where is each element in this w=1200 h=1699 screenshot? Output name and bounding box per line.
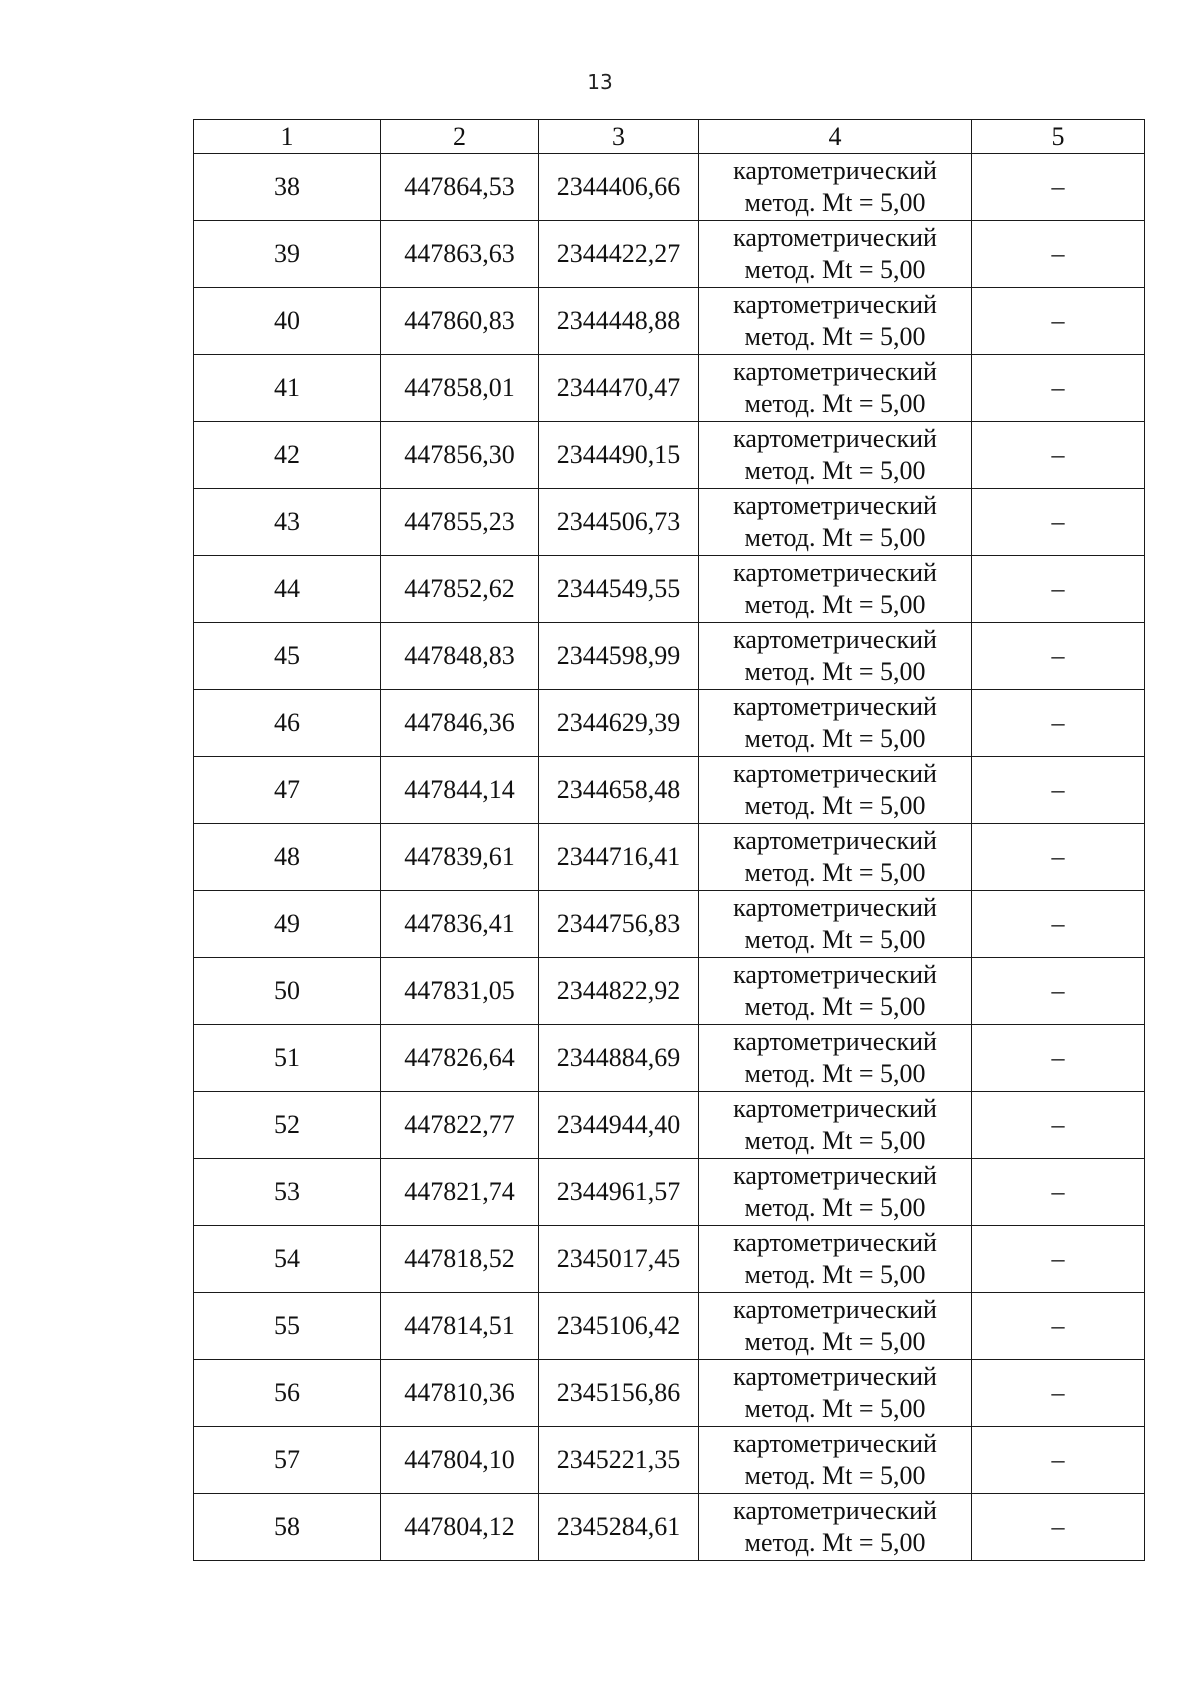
column-5-cell: – — [972, 489, 1145, 556]
point-number-cell: 54 — [194, 1226, 381, 1293]
point-number-cell: 46 — [194, 690, 381, 757]
method-accuracy: метод. Mt = 5,00 — [744, 925, 926, 954]
point-number-cell: 49 — [194, 891, 381, 958]
column-5-cell: – — [972, 1427, 1145, 1494]
method-accuracy: метод. Mt = 5,00 — [744, 1461, 926, 1490]
method-name: картометрический — [733, 1496, 937, 1525]
method-cell — [699, 1226, 972, 1293]
table-header — [194, 120, 1145, 154]
point-number-cell: 50 — [194, 958, 381, 1025]
y-coordinate-cell: 2345221,35 — [539, 1427, 699, 1494]
header-row — [194, 120, 1145, 154]
x-coordinate-cell: 447836,41 — [381, 891, 539, 958]
column-header-1: 1 — [194, 120, 381, 154]
method-accuracy: метод. Mt = 5,00 — [744, 1327, 926, 1356]
x-coordinate-cell: 447864,53 — [381, 154, 539, 221]
method-cell — [699, 1427, 972, 1494]
method-accuracy: метод. Mt = 5,00 — [744, 523, 926, 552]
point-number-cell: 44 — [194, 556, 381, 623]
x-coordinate-cell: 447858,01 — [381, 355, 539, 422]
y-coordinate-cell: 2344716,41 — [539, 824, 699, 891]
column-5-cell: – — [972, 221, 1145, 288]
method-accuracy: метод. Mt = 5,00 — [744, 1260, 926, 1289]
x-coordinate-cell: 447848,83 — [381, 623, 539, 690]
method-name: картометрический — [733, 692, 937, 721]
method-name: картометрический — [733, 1027, 937, 1056]
method-cell — [699, 757, 972, 824]
y-coordinate-cell: 2344549,55 — [539, 556, 699, 623]
y-coordinate-cell: 2344598,99 — [539, 623, 699, 690]
x-coordinate-cell: 447846,36 — [381, 690, 539, 757]
method-accuracy: метод. Mt = 5,00 — [744, 1394, 926, 1423]
column-5-cell: – — [972, 1360, 1145, 1427]
column-5-cell: – — [972, 690, 1145, 757]
method-cell — [699, 221, 972, 288]
x-coordinate-cell: 447804,10 — [381, 1427, 539, 1494]
point-number-cell: 43 — [194, 489, 381, 556]
point-number-cell: 38 — [194, 154, 381, 221]
column-header-3: 3 — [539, 120, 699, 154]
method-name: картометрический — [733, 290, 937, 319]
table-row — [194, 690, 1145, 757]
method-accuracy: метод. Mt = 5,00 — [744, 188, 926, 217]
table-body — [194, 154, 1145, 1561]
table-row — [194, 958, 1145, 1025]
x-coordinate-cell: 447855,23 — [381, 489, 539, 556]
method-name: картометрический — [733, 893, 937, 922]
method-cell — [699, 355, 972, 422]
method-cell — [699, 824, 972, 891]
y-coordinate-cell: 2344406,66 — [539, 154, 699, 221]
method-name: картометрический — [733, 826, 937, 855]
method-accuracy: метод. Mt = 5,00 — [744, 724, 926, 753]
y-coordinate-cell: 2344470,47 — [539, 355, 699, 422]
x-coordinate-cell: 447852,62 — [381, 556, 539, 623]
point-number-cell: 51 — [194, 1025, 381, 1092]
column-5-cell: – — [972, 757, 1145, 824]
x-coordinate-cell: 447810,36 — [381, 1360, 539, 1427]
column-header-2: 2 — [381, 120, 539, 154]
method-accuracy: метод. Mt = 5,00 — [744, 590, 926, 619]
point-number-cell: 53 — [194, 1159, 381, 1226]
x-coordinate-cell: 447863,63 — [381, 221, 539, 288]
method-accuracy: метод. Mt = 5,00 — [744, 992, 926, 1021]
x-coordinate-cell: 447844,14 — [381, 757, 539, 824]
table-row — [194, 1360, 1145, 1427]
column-5-cell: – — [972, 1159, 1145, 1226]
method-name: картометрический — [733, 491, 937, 520]
method-name: картометрический — [733, 960, 937, 989]
y-coordinate-cell: 2344884,69 — [539, 1025, 699, 1092]
method-cell — [699, 623, 972, 690]
method-name: картометрический — [733, 357, 937, 386]
method-accuracy: метод. Mt = 5,00 — [744, 1059, 926, 1088]
column-5-cell: – — [972, 824, 1145, 891]
coordinates-table — [193, 119, 1145, 1561]
method-accuracy: метод. Mt = 5,00 — [744, 657, 926, 686]
method-name: картометрический — [733, 1228, 937, 1257]
method-name: картометрический — [733, 1161, 937, 1190]
column-header-4: 4 — [699, 120, 972, 154]
method-cell — [699, 288, 972, 355]
method-cell — [699, 1494, 972, 1561]
point-number-cell: 47 — [194, 757, 381, 824]
y-coordinate-cell: 2344506,73 — [539, 489, 699, 556]
table-row — [194, 1226, 1145, 1293]
point-number-cell: 41 — [194, 355, 381, 422]
column-5-cell: – — [972, 154, 1145, 221]
x-coordinate-cell: 447822,77 — [381, 1092, 539, 1159]
method-accuracy: метод. Mt = 5,00 — [744, 1126, 926, 1155]
table-row — [194, 355, 1145, 422]
method-name: картометрический — [733, 1094, 937, 1123]
method-accuracy: метод. Mt = 5,00 — [744, 791, 926, 820]
y-coordinate-cell: 2344448,88 — [539, 288, 699, 355]
method-cell — [699, 154, 972, 221]
column-5-cell: – — [972, 1025, 1145, 1092]
y-coordinate-cell: 2344822,92 — [539, 958, 699, 1025]
column-5-cell: – — [972, 1293, 1145, 1360]
method-cell — [699, 1293, 972, 1360]
method-name: картометрический — [733, 759, 937, 788]
y-coordinate-cell: 2345284,61 — [539, 1494, 699, 1561]
method-cell — [699, 489, 972, 556]
y-coordinate-cell: 2344490,15 — [539, 422, 699, 489]
method-name: картометрический — [733, 1362, 937, 1391]
point-number-cell: 42 — [194, 422, 381, 489]
y-coordinate-cell: 2345156,86 — [539, 1360, 699, 1427]
x-coordinate-cell: 447804,12 — [381, 1494, 539, 1561]
column-5-cell: – — [972, 1226, 1145, 1293]
table-row — [194, 1025, 1145, 1092]
x-coordinate-cell: 447839,61 — [381, 824, 539, 891]
table-row — [194, 891, 1145, 958]
table-row — [194, 154, 1145, 221]
table-row — [194, 1159, 1145, 1226]
column-5-cell: – — [972, 556, 1145, 623]
y-coordinate-cell: 2344756,83 — [539, 891, 699, 958]
table-row — [194, 221, 1145, 288]
table-row — [194, 288, 1145, 355]
y-coordinate-cell: 2344629,39 — [539, 690, 699, 757]
method-cell — [699, 422, 972, 489]
method-cell — [699, 1025, 972, 1092]
column-5-cell: – — [972, 891, 1145, 958]
method-accuracy: метод. Mt = 5,00 — [744, 1528, 926, 1557]
x-coordinate-cell: 447860,83 — [381, 288, 539, 355]
method-cell — [699, 1360, 972, 1427]
point-number-cell: 56 — [194, 1360, 381, 1427]
y-coordinate-cell: 2344658,48 — [539, 757, 699, 824]
column-5-cell: – — [972, 1494, 1145, 1561]
x-coordinate-cell: 447818,52 — [381, 1226, 539, 1293]
method-accuracy: метод. Mt = 5,00 — [744, 1193, 926, 1222]
method-cell — [699, 556, 972, 623]
y-coordinate-cell: 2345106,42 — [539, 1293, 699, 1360]
table-row — [194, 1427, 1145, 1494]
method-cell — [699, 1092, 972, 1159]
point-number-cell: 40 — [194, 288, 381, 355]
y-coordinate-cell: 2344961,57 — [539, 1159, 699, 1226]
column-5-cell: – — [972, 422, 1145, 489]
point-number-cell: 52 — [194, 1092, 381, 1159]
method-cell — [699, 1159, 972, 1226]
method-name: картометрический — [733, 1429, 937, 1458]
table-row — [194, 1092, 1145, 1159]
x-coordinate-cell: 447821,74 — [381, 1159, 539, 1226]
table-row — [194, 757, 1145, 824]
method-name: картометрический — [733, 156, 937, 185]
y-coordinate-cell: 2344422,27 — [539, 221, 699, 288]
x-coordinate-cell: 447814,51 — [381, 1293, 539, 1360]
point-number-cell: 55 — [194, 1293, 381, 1360]
table-row — [194, 489, 1145, 556]
table-row — [194, 824, 1145, 891]
point-number-cell: 48 — [194, 824, 381, 891]
table-row — [194, 556, 1145, 623]
point-number-cell: 57 — [194, 1427, 381, 1494]
column-5-cell: – — [972, 288, 1145, 355]
point-number-cell: 45 — [194, 623, 381, 690]
method-cell — [699, 690, 972, 757]
table-row — [194, 422, 1145, 489]
table-row — [194, 623, 1145, 690]
column-5-cell: – — [972, 623, 1145, 690]
x-coordinate-cell: 447826,64 — [381, 1025, 539, 1092]
method-name: картометрический — [733, 625, 937, 654]
method-accuracy: метод. Mt = 5,00 — [744, 322, 926, 351]
x-coordinate-cell: 447856,30 — [381, 422, 539, 489]
point-number-cell: 39 — [194, 221, 381, 288]
table-row — [194, 1293, 1145, 1360]
column-5-cell: – — [972, 1092, 1145, 1159]
page-number: 13 — [587, 70, 613, 94]
column-5-cell: – — [972, 355, 1145, 422]
method-accuracy: метод. Mt = 5,00 — [744, 456, 926, 485]
column-header-5: 5 — [972, 120, 1145, 154]
point-number-cell: 58 — [194, 1494, 381, 1561]
column-5-cell: – — [972, 958, 1145, 1025]
method-accuracy: метод. Mt = 5,00 — [744, 255, 926, 284]
x-coordinate-cell: 447831,05 — [381, 958, 539, 1025]
table-row — [194, 1494, 1145, 1561]
method-name: картометрический — [733, 424, 937, 453]
y-coordinate-cell: 2345017,45 — [539, 1226, 699, 1293]
method-name: картометрический — [733, 558, 937, 587]
method-accuracy: метод. Mt = 5,00 — [744, 858, 926, 887]
method-accuracy: метод. Mt = 5,00 — [744, 389, 926, 418]
method-cell — [699, 958, 972, 1025]
method-name: картометрический — [733, 1295, 937, 1324]
method-cell — [699, 891, 972, 958]
y-coordinate-cell: 2344944,40 — [539, 1092, 699, 1159]
method-name: картометрический — [733, 223, 937, 252]
